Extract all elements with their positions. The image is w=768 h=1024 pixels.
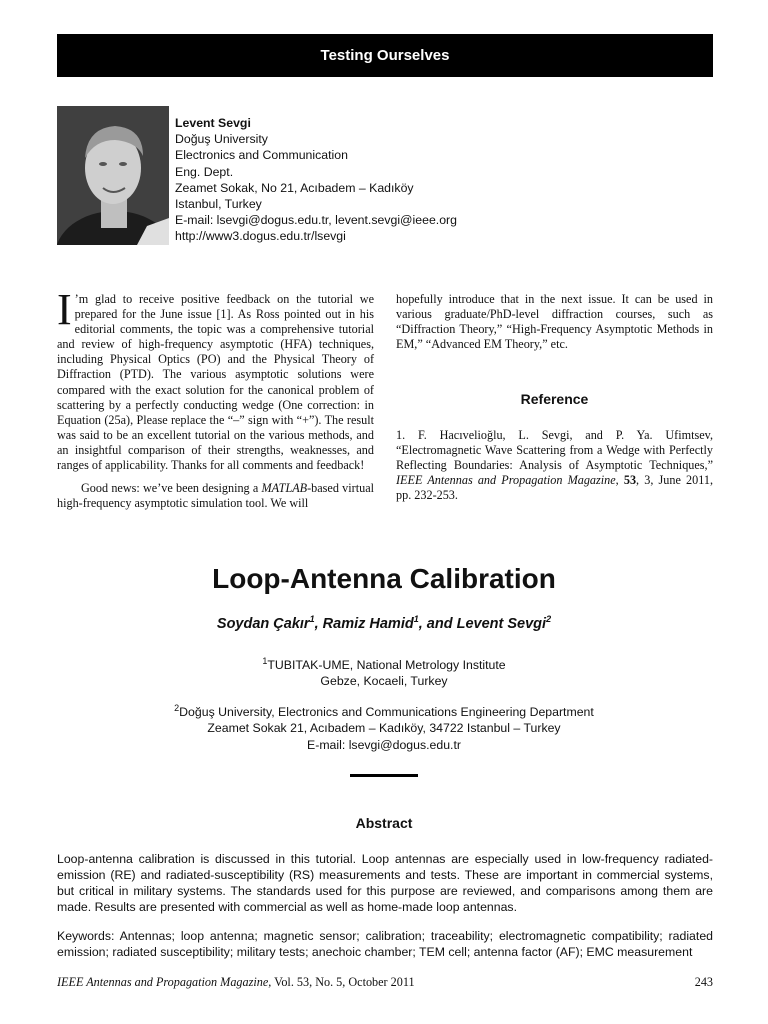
author-3-sup: 2: [546, 614, 552, 624]
author-conjunction: and: [426, 615, 453, 632]
affiliation-2-line-1: Doğuş University, Electronics and Communications Engineering Department: [179, 705, 594, 720]
author-address: Zeamet Sokak, No 21, Acıbadem – Kadıköy: [175, 180, 414, 195]
reference-issue-pages: , 3, June 2011, pp. 232-253.: [396, 473, 714, 503]
author-name: Levent Sevgi: [175, 116, 251, 130]
abstract-heading: Abstract: [355, 815, 413, 831]
editorial-column-right: [396, 292, 713, 352]
affiliation-1-sup: 1: [262, 656, 268, 666]
affiliation-2-line-2: Zeamet Sokak 21, Acıbadem – Kadıköy, 34722 Istanbul – Turkey: [207, 721, 561, 736]
reference-heading: Reference: [520, 391, 589, 407]
author-contact-block: [175, 115, 457, 245]
section-banner: [57, 34, 713, 77]
affiliation-2: [0, 700, 768, 753]
author-2: Ramiz Hamid: [322, 615, 414, 632]
affiliation-1-line-1: TUBITAK-UME, National Metrology Institute: [267, 658, 506, 673]
reference-volume: 53: [623, 473, 637, 488]
editorial-paragraph-2-end: -based virtual high-frequency asymptotic simulation tool. We will: [57, 481, 374, 511]
author-affiliation-university: Doğuş University: [175, 132, 268, 147]
section-title: Testing Ourselves: [320, 47, 450, 64]
abstract-text: Loop-antenna calibration is discussed in this tutorial. Loop antennas are especially used in low-frequency radiated-emission (RE) and radiated-susceptibility (RS) measurements and tests. These are important in commercial systems, but critical in military systems. The standards used for this purpose are reviewed, and comparisons among them are made. Results are presented with commercial as well as home-made loop antennas.: [57, 852, 713, 915]
reference-sep: ,: [615, 473, 624, 488]
footer-issue: Vol. 53, No. 5, October 2011: [271, 975, 415, 989]
author-affiliation-dept: Electronics and Communication: [175, 148, 348, 163]
affiliation-1: [0, 653, 768, 690]
author-1-sup: 1: [309, 614, 315, 624]
editorial-paragraph-1: [57, 285, 374, 473]
affiliation-2-sup: 2: [174, 703, 180, 713]
author-1: Soydan Çakır: [216, 615, 310, 632]
article-title: Loop-Antenna Calibration: [212, 563, 556, 594]
keywords: Keywords: Antennas; loop antenna; magnetic sensor; calibration; traceability; electromagnetic compatibility; radiated emission; radiated susceptibility; military tests; anechoic chamber; TEM cell; antenna factor (AF); EMC measurement: [57, 929, 713, 960]
footer-journal: IEEE Antennas and Propagation Magazine,: [57, 975, 272, 989]
reference-journal: IEEE Antennas and Propagation Magazine: [396, 473, 616, 488]
author-city: Istanbul, Turkey: [175, 197, 262, 212]
page-number: 243: [694, 975, 713, 989]
author-3: Levent Sevgi: [456, 615, 547, 632]
editorial-paragraph-2: [57, 481, 374, 511]
reference-authors-title: 1. F. Hacıvelioğlu, L. Sevgi, and P. Ya. Ufimtsev, “Electromagnetic Wave Scattering from a Wedge with Perfectly Reflecting Boundaries: Analysis of Asymptotic Techniques,”: [396, 428, 713, 473]
author-2-sup: 1: [413, 614, 419, 624]
author-photo: [57, 106, 169, 245]
author-affiliation-dept-2: Eng. Dept.: [175, 164, 234, 179]
drop-cap: I: [57, 285, 72, 334]
page-footer: [57, 975, 415, 990]
author-email: E-mail: lsevgi@dogus.edu.tr, levent.sevgi@ieee.org: [175, 213, 457, 228]
editorial-column-left: [57, 285, 374, 511]
matlab-italic: MATLAB: [261, 481, 308, 496]
editorial-paragraph-continued: hopefully introduce that in the next issue. It can be used in various graduate/PhD-level diffraction courses, such as “Diffraction Theory,” “High-Frequency Asymptotic Methods in EM,” “Advanced EM Theory,” etc.: [396, 292, 713, 352]
divider: [350, 774, 418, 777]
editorial-paragraph-2-start: Good news: we’ve been designing a: [81, 481, 262, 496]
editorial-paragraph-1-text: ’m glad to receive positive feedback on the tutorial we prepared for the June issue [1]. As Ross pointed out in his editorial comments, the topic was a comprehensive tutorial and review of high-frequency asymptotic (HFA) techniques, including Physical Optics (PO) and the Physical Theory of Diffraction (PTD). The various asymptotic solutions were compared with the exact solution for the canonical problem of scattering by a perfectly conducting wedge (One correction: in Equation (25a), Please replace the “–” sign with “+”). The result was said to be an excellent tutorial on the various methods, and an insightful comparison of their strengths, weaknesses, and ranges of applicability. Thanks for all comments and feedback!: [57, 292, 374, 473]
reference-entry: [396, 428, 713, 503]
author-website: http://www3.dogus.edu.tr/lsevgi: [175, 229, 346, 244]
affiliation-2-email: E-mail: lsevgi@dogus.edu.tr: [307, 737, 461, 752]
affiliation-1-line-2: Gebze, Kocaeli, Turkey: [320, 674, 448, 689]
article-authors: Soydan Çakır$^1$, Ramiz Hamid$^1$, and Levent Sevgi$^2$: [216, 614, 552, 632]
